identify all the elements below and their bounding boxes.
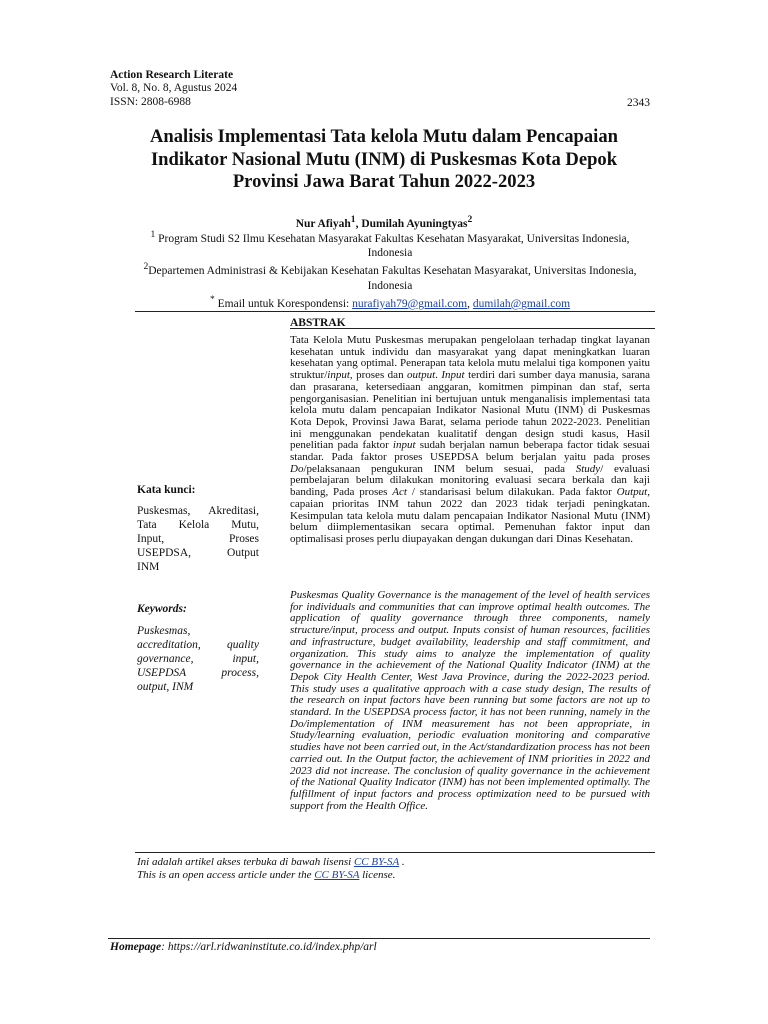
abstract-heading: ABSTRAK — [290, 317, 346, 329]
homepage-url[interactable]: : https://arl.ridwaninstitute.co.id/index.php/arl — [161, 941, 377, 953]
abstract-term: Study — [575, 462, 601, 475]
keyword: governance, — [137, 652, 194, 665]
email-link[interactable]: nurafiyah79@gmail.com — [352, 297, 468, 310]
keyword: USEPDSA, — [137, 546, 192, 559]
keywords-heading-id: Kata kunci: — [137, 484, 196, 496]
correspondence-label: Email untuk Korespondensi: — [214, 297, 353, 310]
license-text: This is an open access article under the — [137, 868, 315, 881]
author-name: Dumilah Ayuningtyas — [361, 217, 468, 230]
keyword: Kelola — [178, 518, 210, 531]
author-affiliation-mark: 2 — [467, 214, 473, 225]
affiliation-text: Departemen Administrasi & Kebijakan Kesehatan Fakultas Kesehatan Masyarakat, Universitas Indonesia, — [148, 265, 637, 278]
divider — [135, 852, 655, 853]
keyword: output, INM — [137, 680, 194, 693]
homepage-label: Homepage — [110, 941, 162, 953]
journal-issn: ISSN: 2808-6988 — [110, 95, 191, 108]
author-separator: , — [355, 217, 362, 230]
keyword-line — [137, 519, 259, 533]
journal-volume: Vol. 8, No. 8, Agustus 2024 — [110, 82, 238, 95]
keyword-line — [137, 639, 259, 653]
affiliation — [110, 228, 670, 246]
keyword-line — [137, 625, 259, 639]
abstract-text: Tata Kelola Mutu Puskesmas merupakan pengelolaan terhadap tingkat layanan kesehatan untuk individu dan masyarakat yang dapat meningkatkan luaran kesehatan yang optimal. Penerapan tata kelola mutu melalui tiga komponen yaitu struktur/ — [290, 334, 650, 382]
keyword: Tata — [137, 518, 157, 531]
abstract-text: / standarisasi belum dilakukan. Pada faktor — [406, 486, 617, 499]
license-line-en — [137, 869, 405, 882]
affiliation-country: Indonesia — [367, 279, 413, 292]
affiliation-mark: 2 — [143, 261, 149, 273]
title-line: Analisis Implementasi Tata kelola Mutu dalam Pencapaian — [149, 126, 618, 147]
author-affiliation-mark: 1 — [350, 214, 356, 225]
keyword-line — [137, 667, 259, 681]
abstract-text: sudah berjalan namun beberapa factor tidak sesuai standar. Pada faktor proses USEPDSA belum berjalan yaitu pada proses — [290, 439, 650, 464]
affiliation-mark: 1 — [150, 229, 156, 240]
abstract-text: , proses dan — [349, 369, 408, 382]
keyword-line — [137, 653, 259, 667]
keywords-list-en — [137, 625, 259, 695]
abstract-text: terdiri dari sumber daya manusia, sarana dan prasarana, ketersediaan anggaran, komitmen pimpinan dan staf, serta pengorganisasian. Penelitian ini bertujuan untuk menganalisis implementasi tata kelola mutu dalam pencapaian Indikator Nasional Mutu (INM) di Puskesmas Kota Depok, Provinsi Jawa Barat, selama periode tahun 2022-2023. Penelitian ini menggunakan pendekatan kualitatif dengan design studi kasus, Hasil penelitian pada faktor — [290, 369, 650, 452]
title-line: Indikator Nasional Mutu (INM) di Puskesmas Kota Depok — [150, 148, 618, 170]
keyword-line — [137, 533, 259, 547]
abstract-term: Do — [290, 462, 304, 475]
keyword: INM — [137, 560, 160, 573]
journal-header — [110, 69, 237, 109]
abstract-term: Output — [616, 486, 648, 499]
journal-name: Action Research Literate — [110, 69, 234, 81]
affiliation — [110, 260, 670, 278]
keyword: input, — [232, 652, 259, 665]
keyword: Akreditasi, — [208, 505, 259, 517]
keyword-line — [137, 561, 259, 575]
footer-divider — [108, 938, 650, 939]
abstract-term: input — [327, 369, 350, 382]
license-link[interactable]: CC BY-SA — [314, 868, 360, 881]
license-text: . — [399, 856, 405, 868]
divider — [135, 311, 655, 312]
keyword: process, — [221, 666, 259, 679]
title-line: Provinsi Jawa Barat Tahun 2022-2023 — [232, 171, 536, 192]
affiliation-country: Indonesia — [367, 247, 413, 260]
author-name: Nur Afiyah — [295, 217, 351, 230]
abstract-term: Input — [441, 369, 465, 382]
keyword: quality — [227, 638, 259, 651]
affiliation-text: Program Studi S2 Ilmu Kesehatan Masyarakat Fakultas Kesehatan Masyarakat, Universitas Indonesia, — [155, 232, 630, 245]
correspondence — [110, 293, 670, 311]
keyword: USEPDSA — [137, 666, 187, 679]
abstract-term: output — [407, 369, 436, 382]
email-separator: , — [467, 297, 473, 310]
keyword-line — [137, 505, 259, 519]
abstract-english: Puskesmas Quality Governance is the management of the level of health services for individuals and communities that can improve optimal health outcomes. The application of quality governance through three components, namely structure/input, process and output. Inputs consist of human resources, facilities and infrastructure, budget availability, leadership and staff commitment, and organization. This study aims to analyze the implementation of quality governance in the achievement of the National Quality Indicator (INM) at the Depok City Health Center, West Java Province, during the 2022-2023 period. This study uses a qualitative approach with a case study design, The results of the research on input factors have been running but some factors are not up to standard. In the USEPDSA process factor, it has not been running, namely in the Do/implementation of INM measurement has not been appropriate, in Study/learning evaluation, periodic evaluation monitoring and comparative studies have not been carried out, in the Act/standardization process has not been carried out. In the Output factor, the achievement of INM priorities in 2022 and 2023 did not increase. The conclusion of quality governance in the achievement of the National Quality Indicator (INM) has not been implemented optimally. The fulfillment of input factors and process optimization need to be pursued with support from the Health Office. — [290, 589, 650, 812]
keyword: Puskesmas, — [137, 625, 191, 637]
correspondence-mark: * — [209, 293, 215, 305]
abstract-term: Act — [392, 486, 407, 499]
license-notice — [137, 856, 405, 881]
page-number: 2343 — [627, 97, 650, 109]
article-title — [100, 126, 668, 194]
keyword: Proses — [228, 532, 259, 545]
email-link[interactable]: dumilah@gmail.com — [472, 297, 571, 310]
keyword: Mutu, — [231, 518, 259, 531]
license-line-id — [137, 856, 405, 869]
license-text: license. — [359, 868, 396, 881]
homepage-footer — [110, 941, 377, 953]
abstract-text: /pelaksanaan pengukuran INM belum sesuai, pada — [303, 462, 576, 475]
keyword: Input, — [137, 532, 165, 545]
keyword: Puskesmas, — [137, 505, 191, 517]
keyword-line — [137, 547, 259, 561]
abstract-text: / evaluasi pembelajaran belum dilakukan monitoring evaluasi secara berkala dan kaji banding, Pada proses — [290, 462, 650, 499]
affiliations — [110, 228, 670, 311]
abstract-text: . — [435, 369, 442, 382]
keyword: Output — [227, 546, 259, 559]
license-text: Ini adalah artikel akses terbuka di bawah lisensi — [137, 856, 354, 868]
license-link[interactable]: CC BY-SA — [353, 856, 400, 868]
abstract-term: input — [392, 439, 416, 452]
abstract-indonesian — [290, 335, 650, 546]
abstract-text: , capaian prioritas INM tahun 2022 dan 2023 tidak terjadi peningkatan. Kesimpulan tata kelola mutu dalam pencapaian Indikator Nasional Mutu (INM) belum diimplementasikan secara optimal. Pemenuhan faktor input dan optimalisasi proses perlu diupayakan dengan dukungan dari Dinas Kesehatan. — [290, 486, 650, 545]
keywords-list-id — [137, 505, 259, 575]
keyword: accreditation, — [137, 638, 201, 651]
keyword-line — [137, 681, 259, 695]
keywords-heading-en: Keywords: — [137, 603, 187, 615]
